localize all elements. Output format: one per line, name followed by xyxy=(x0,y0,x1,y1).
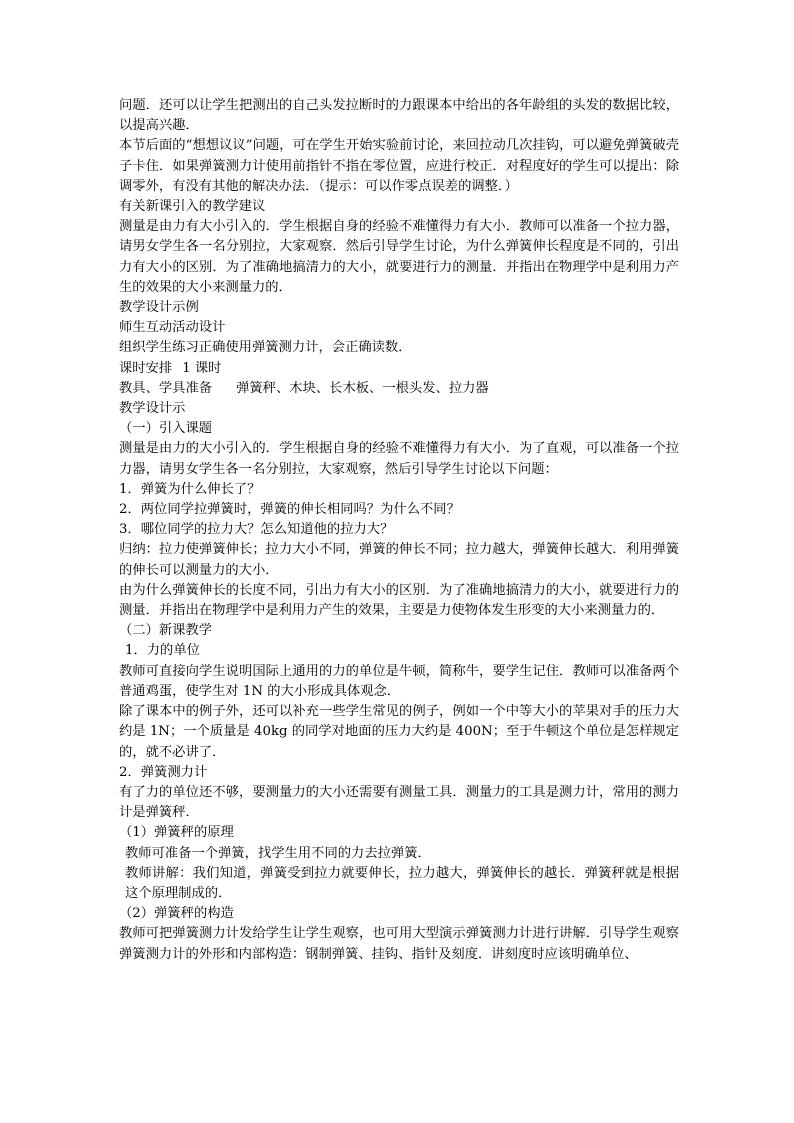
schedule-value: 1 课时 xyxy=(182,360,222,376)
subsection-heading: （1）弹簧秤的原理 xyxy=(119,825,234,841)
paragraph: 除了课本中的例子外，还可以补充一些学生常见的例子，例如一个中等大小的苹果对手的压力大约是 1N；一个质量是 40kg 的同学对地面的压力大约是 400N；至于牛顿这个单位是怎样规定的，就不必讲了． xyxy=(119,704,679,760)
paragraph: 教师可直接向学生说明国际上通用的力的单位是牛顿，简称牛，要学生记住．教师可以准备两个普通鸡蛋，使学生对 1N 的大小形成具体观念． xyxy=(119,663,679,699)
paragraph: 教师可把弹簧测力计发给学生让学生观察，也可用大型演示弹簧测力计进行讲解．引导学生观察弹簧测力计的外形和内部构造：钢制弹簧、挂钩、指针及刻度．讲刻度时应该明确单位、 xyxy=(119,926,679,962)
schedule-label: 课时安排 xyxy=(119,360,173,376)
schedule-line xyxy=(119,359,679,379)
paragraph: 有了力的单位还不够，要测量力的大小还需要有测量工具．测量力的工具是测力计，常用的测力计是弹簧秤． xyxy=(119,784,679,821)
materials-value: 弹簧秤、木块、长木板、一根头发、拉力器 xyxy=(236,380,489,396)
section-heading: 教学设计示例 xyxy=(119,300,199,316)
subsection-heading: 1．力的单位 xyxy=(125,643,200,659)
section-heading: （二）新课教学 xyxy=(119,623,213,639)
section-heading: 有关新课引入的教学建议 xyxy=(119,199,266,215)
document-body xyxy=(119,96,679,965)
paragraph: 由为什么弹簧伸长的长度不同，引出力有大小的区别．为了准确地搞清力的大小，就要进行力的测量．并指出在物理学中是利用力产生的效果，主要是力使物体发生形变的大小来测量力的． xyxy=(119,582,679,619)
subsection-heading: 2．弹簧测力计 xyxy=(119,764,208,780)
paragraph: 测量是由力的大小引入的．学生根据自身的经验不难懂得力有大小．为了直观，可以准备一个拉力器，请男女学生各一名分别拉，大家观察，然后引导学生讨论以下问题： xyxy=(119,441,679,477)
list-item: 2．两位同学拉弹簧时，弹簧的伸长相同吗？为什么不同？ xyxy=(119,502,460,518)
paragraph: 教师可准备一个弹簧，找学生用不同的力去拉弹簧． xyxy=(125,845,431,861)
section-heading: 教学设计示 xyxy=(119,401,186,417)
section-heading: 师生互动活动设计 xyxy=(119,320,226,336)
subsection-heading: （2）弹簧秤的构造 xyxy=(119,906,234,922)
paragraph: 本节后面的“想想议议”问题，可在学生开始实验前讨论，来回拉动几次挂钩，可以避免弹簧破壳子卡住．如果弹簧测力计使用前指针不指在零位置，应进行校正．对程度好的学生可以提出：除调零外，有没有其他的解决办法．（提示：可以作零点误差的调整．） xyxy=(119,138,679,194)
paragraph: 问题．还可以让学生把测出的自己头发拉断时的力跟课本中给出的各年龄组的头发的数据比较，以提高兴趣． xyxy=(119,98,679,134)
materials-line xyxy=(119,379,679,399)
paragraph: 归纳：拉力使弹簧伸长；拉力大小不同，弹簧的伸长不同；拉力越大，弹簧伸长越大．利用弹簧的伸长可以测量力的大小． xyxy=(119,542,679,578)
section-heading: （一）引入课题 xyxy=(119,421,213,437)
materials-label: 教具、学具准备 xyxy=(119,380,213,396)
paragraph: 测量是由力有大小引入的．学生根据自身的经验不难懂得力有大小．教师可以准备一个拉力器，请男女学生各一名分别拉，大家观察．然后引导学生讨论，为什么弹簧伸长程度是不同的，引出力有大小的区别．为了准确地搞清力的大小，就要进行力的测量．并指出在物理学中是利用力产生的效果的大小来测量力的． xyxy=(119,219,679,295)
list-item: 3．哪位同学的拉力大？怎么知道他的拉力大？ xyxy=(119,522,394,538)
paragraph: 教师讲解：我们知道，弹簧受到拉力就要伸长，拉力越大，弹簧伸长的越长．弹簧秤就是根据这个原理制成的． xyxy=(125,865,679,901)
list-item: 1．弹簧为什么伸长了？ xyxy=(119,481,261,497)
paragraph: 组织学生练习正确使用弹簧测力计，会正确读数． xyxy=(119,340,412,356)
